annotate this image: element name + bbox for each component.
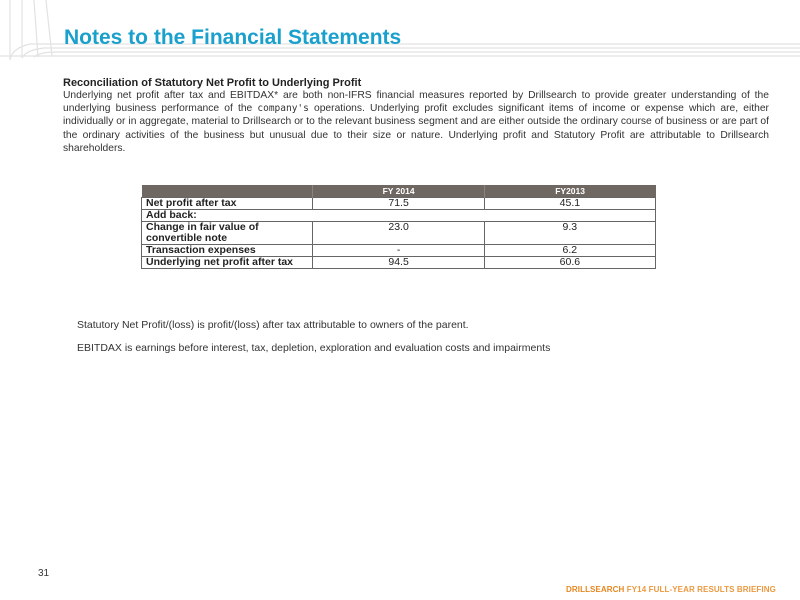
footer-briefing: [566, 585, 776, 594]
row-empty-values: [313, 210, 656, 222]
row-fy2014: 94.5: [313, 257, 484, 269]
row-fy2014: -: [313, 245, 484, 257]
footer-brand: DRILLSEARCH: [566, 585, 625, 594]
table-row: [142, 210, 656, 222]
section-heading: Reconciliation of Statutory Net Profit to Underlying Profit: [63, 77, 362, 89]
page-number: 31: [38, 568, 50, 579]
table-row: [142, 245, 656, 257]
page-title: Notes to the Financial Statements: [64, 26, 402, 49]
table-row: [142, 257, 656, 269]
note-statutory-profit: Statutory Net Profit/(loss) is profit/(loss) after tax attributable to owners of the parent.: [77, 319, 469, 331]
header-fy2013: FY2013: [484, 185, 655, 198]
row-fy2013: 9.3: [484, 222, 655, 245]
table-row: [142, 222, 656, 245]
header-label-cell: [142, 185, 313, 198]
intro-text-part2: operations. Underlying profit excludes significant items of income or expense which are, either individually or in aggregate, material to Drillsearch or to the relevant business segment and are either outside the ordinary course of business or are part of the ordinary activities of the business but unusual due to their size or nature. Underlying profit and Statutory Profit are attributable to Drillsearch shareholders.: [63, 103, 769, 154]
row-label: Underlying net profit after tax: [142, 257, 313, 269]
footer-text: FY14 FULL-YEAR RESULTS BRIEFING: [624, 585, 776, 594]
row-label: Add back:: [142, 210, 313, 222]
reconciliation-table: [141, 185, 656, 269]
intro-text-part1: Underlying net profit after tax and EBITDAX* are both non-IFRS financial measures reported by Drillsearch to provide greater understanding of the underlying business performance of the: [63, 90, 769, 115]
row-fy2013: 6.2: [484, 245, 655, 257]
row-fy2014: 71.5: [313, 198, 484, 210]
intro-company-word: company's: [257, 103, 309, 115]
row-fy2013: 60.6: [484, 257, 655, 269]
note-ebitdax: EBITDAX is earnings before interest, tax, depletion, exploration and evaluation costs and impairments: [77, 342, 551, 354]
table-row: [142, 198, 656, 210]
row-fy2013: 45.1: [484, 198, 655, 210]
intro-paragraph: [63, 89, 769, 155]
row-label: Transaction expenses: [142, 245, 313, 257]
row-label: Net profit after tax: [142, 198, 313, 210]
row-label: Change in fair value of convertible note: [142, 222, 313, 245]
header-fy2014: FY 2014: [313, 185, 484, 198]
row-fy2014: 23.0: [313, 222, 484, 245]
table-header-row: [142, 185, 656, 198]
